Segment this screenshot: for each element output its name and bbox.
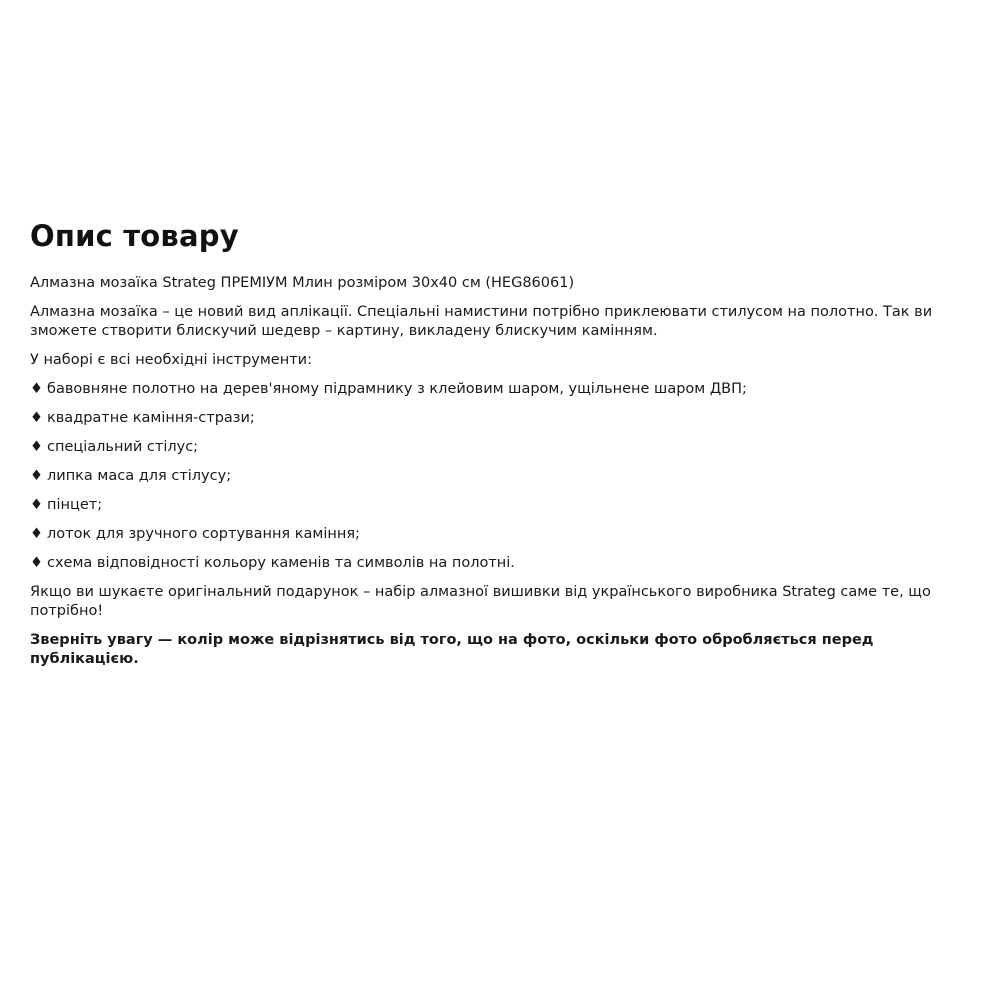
list-item [30, 554, 980, 573]
list-item [30, 496, 980, 515]
list-item-text: липка маса для стілусу; [47, 468, 232, 484]
list-item [30, 467, 980, 486]
product-name-line: Алмазна мозаїка Strateg ПРЕМІУМ Млин розміром 30х40 см (HEG86061) [30, 275, 575, 291]
kit-heading: У наборі є всі необхідні інструменти: [30, 352, 312, 368]
color-notice: Зверніть увагу — колір може відрізнятись від того, що на фото, оскільки фото обробляється перед публікацією. [30, 632, 874, 667]
list-item [30, 525, 980, 544]
diamond-bullet-icon: ♦ [30, 439, 43, 455]
diamond-bullet-icon: ♦ [30, 381, 43, 397]
diamond-bullet-icon: ♦ [30, 468, 43, 484]
list-item-text: квадратне каміння-стрази; [47, 410, 255, 426]
list-item-text: пінцет; [47, 497, 103, 513]
diamond-bullet-icon: ♦ [30, 555, 43, 571]
list-item-text: спеціальний стілус; [47, 439, 199, 455]
list-item [30, 438, 980, 457]
list-item [30, 380, 980, 399]
diamond-bullet-icon: ♦ [30, 526, 43, 542]
section-title: Опис товару [30, 219, 239, 253]
gift-paragraph: Якщо ви шукаєте оригінальний подарунок – набір алмазної вишивки від українського виробника Strateg саме те, що потрібно! [30, 584, 931, 619]
list-item [30, 409, 980, 428]
list-item-text: лоток для зручного сортування каміння; [47, 526, 360, 542]
kit-items-list [30, 380, 980, 573]
intro-paragraph: Алмазна мозаїка – це новий вид аплікації. Спеціальні намистини потрібно приклеювати стилусом на полотно. Так ви зможете створити блискучий шедевр – картину, викладену блискучим камінням. [30, 304, 933, 339]
diamond-bullet-icon: ♦ [30, 410, 43, 426]
list-item-text: бавовняне полотно на дерев'яному підрамнику з клейовим шаром, ущільнене шаром ДВП; [47, 381, 747, 397]
product-description [30, 218, 980, 669]
list-item-text: схема відповідності кольору каменів та символів на полотні. [47, 555, 515, 571]
diamond-bullet-icon: ♦ [30, 497, 43, 513]
